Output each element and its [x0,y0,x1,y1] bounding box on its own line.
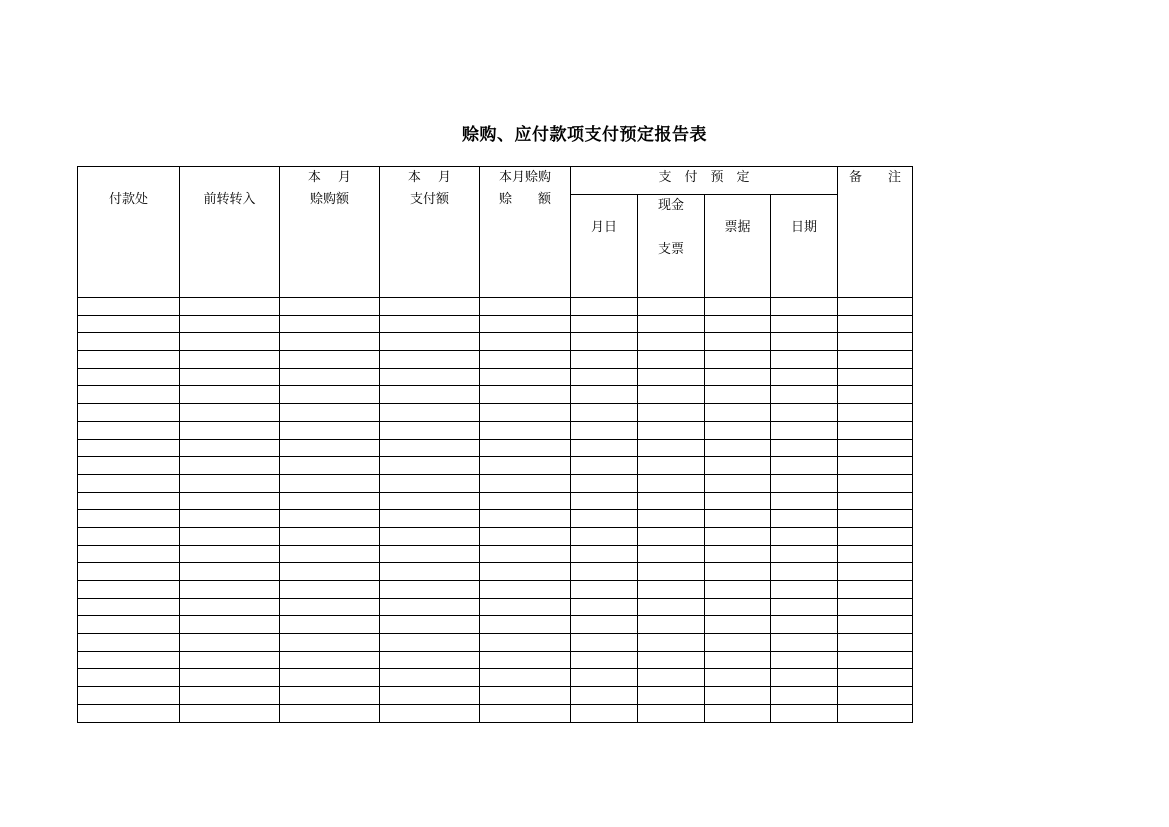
table-cell [638,333,705,351]
table-cell [571,368,638,386]
table-cell [638,492,705,510]
table-cell [78,421,180,439]
table-cell [480,704,571,722]
table-row [78,315,913,333]
table-cell [571,616,638,634]
table-cell [571,333,638,351]
table-cell [571,474,638,492]
table-row [78,510,913,528]
table-cell [638,598,705,616]
table-cell [638,510,705,528]
table-row [78,651,913,669]
table-cell [380,404,480,422]
table-cell [638,421,705,439]
table-cell [380,492,480,510]
table-cell [380,669,480,687]
table-cell [838,333,913,351]
table-cell [180,687,280,705]
table-cell [180,368,280,386]
header-line: 赊 额 [498,192,551,207]
header-payee: 付款处 [78,167,180,298]
table-cell [480,474,571,492]
table-cell [480,669,571,687]
header-month-payment [380,167,480,298]
table-cell [480,492,571,510]
table-cell [705,439,771,457]
table-cell [705,669,771,687]
table-cell [705,634,771,652]
table-cell [280,616,380,634]
table-row [78,527,913,545]
table-cell [771,315,838,333]
table-cell [838,510,913,528]
table-cell [380,616,480,634]
table-cell [771,386,838,404]
table-cell [78,616,180,634]
table-cell [480,527,571,545]
table-cell [638,669,705,687]
table-cell [771,527,838,545]
table-row [78,704,913,722]
table-cell [771,333,838,351]
table-cell [180,527,280,545]
header-line: 本 月 [407,170,452,185]
table-cell [638,474,705,492]
table-cell [78,545,180,563]
table-cell [480,386,571,404]
table-cell [78,298,180,316]
table-cell [638,634,705,652]
header-cash-check [638,194,705,297]
table-cell [771,298,838,316]
table-cell [280,510,380,528]
table-cell [380,457,480,475]
table-cell [705,457,771,475]
table-cell [705,474,771,492]
table-cell [180,351,280,369]
table-cell [480,315,571,333]
table-row [78,669,913,687]
table-cell [571,687,638,705]
table-row [78,421,913,439]
table-cell [180,545,280,563]
table-cell [380,351,480,369]
table-cell [571,439,638,457]
table-cell [571,404,638,422]
header-bill: 票据 [705,194,771,297]
table-cell [638,315,705,333]
table-cell [771,351,838,369]
table-cell [380,581,480,599]
table-cell [280,368,380,386]
table-row [78,351,913,369]
table-cell [380,651,480,669]
table-cell [380,333,480,351]
table-cell [571,298,638,316]
header-line: 本月赊购 [498,170,551,185]
table-cell [480,581,571,599]
table-cell [480,510,571,528]
table-cell [480,545,571,563]
table-cell [78,704,180,722]
table-cell [638,457,705,475]
header-month-day: 月日 [571,194,638,297]
table-cell [771,404,838,422]
table-cell [180,386,280,404]
table-cell [638,404,705,422]
table-cell [380,687,480,705]
table-cell [78,598,180,616]
table-cell [280,457,380,475]
table-cell [280,651,380,669]
table-cell [78,404,180,422]
table-cell [380,368,480,386]
table-cell [838,298,913,316]
table-cell [180,669,280,687]
table-cell [838,687,913,705]
table-cell [180,404,280,422]
table-cell [771,563,838,581]
table-cell [571,704,638,722]
header-date: 日期 [771,194,838,297]
table-cell [180,439,280,457]
table-cell [771,510,838,528]
table-cell [705,333,771,351]
table-cell [180,315,280,333]
table-cell [838,704,913,722]
table-row [78,563,913,581]
page-title [0,120,1169,145]
table-cell [571,386,638,404]
table-cell [705,651,771,669]
table-cell [838,439,913,457]
table-cell [78,634,180,652]
table-cell [638,386,705,404]
header-month-credit-purchase [280,167,380,298]
table-row [78,598,913,616]
table-cell [838,527,913,545]
table-cell [380,298,480,316]
table-cell [78,510,180,528]
table-cell [380,598,480,616]
table-cell [180,563,280,581]
table-cell [78,492,180,510]
table-cell [771,687,838,705]
table-cell [838,545,913,563]
table-row [78,581,913,599]
table-cell [705,351,771,369]
table-cell [638,704,705,722]
table-cell [838,315,913,333]
table-cell [280,687,380,705]
table-cell [280,634,380,652]
table-cell [705,315,771,333]
table-cell [771,474,838,492]
title-text: 赊购、应付款项支付预定报告表 [462,125,707,145]
table-cell [571,545,638,563]
table-cell [380,439,480,457]
table-cell [280,598,380,616]
table-row [78,457,913,475]
table-cell [638,298,705,316]
table-cell [838,598,913,616]
table-cell [480,421,571,439]
table-cell [571,651,638,669]
table-cell [771,634,838,652]
table-row [78,687,913,705]
table-cell [771,545,838,563]
table-cell [571,563,638,581]
table-cell [480,616,571,634]
table-cell [78,563,180,581]
table-cell [480,404,571,422]
table-cell [280,492,380,510]
table-cell [638,687,705,705]
table-row [78,545,913,563]
table-cell [705,404,771,422]
table-cell [480,368,571,386]
table-cell [838,386,913,404]
table-cell [78,351,180,369]
table-cell [78,474,180,492]
table-cell [180,298,280,316]
table-cell [771,421,838,439]
header-line: 支付额 [409,192,449,207]
table-cell [280,315,380,333]
table-row [78,333,913,351]
table-cell [380,527,480,545]
table-cell [78,687,180,705]
table-row [78,474,913,492]
table-cell [180,634,280,652]
table-cell [280,581,380,599]
table-cell [838,474,913,492]
table-cell [380,510,480,528]
table-cell [180,581,280,599]
table-cell [78,333,180,351]
table-cell [480,634,571,652]
table-cell [380,386,480,404]
header-carried-forward: 前转转入 [180,167,280,298]
header-line: 赊购额 [309,192,349,207]
table-cell [571,634,638,652]
header-payment-schedule: 支 付 预 定 [571,167,838,195]
table-cell [838,421,913,439]
table-cell [771,581,838,599]
table-cell [838,581,913,599]
table-cell [380,704,480,722]
table-cell [838,368,913,386]
table-cell [771,368,838,386]
table-cell [78,669,180,687]
table-cell [771,492,838,510]
table-cell [180,651,280,669]
table-cell [180,492,280,510]
table-cell [705,368,771,386]
table-cell [838,616,913,634]
table-cell [180,457,280,475]
table-cell [838,563,913,581]
table-row [78,386,913,404]
table-cell [838,492,913,510]
table-cell [571,510,638,528]
table-cell [705,492,771,510]
table-cell [838,457,913,475]
table-cell [380,545,480,563]
table-cell [771,439,838,457]
table-cell [480,439,571,457]
table-cell [78,457,180,475]
table-cell [78,527,180,545]
table-row [78,492,913,510]
table-cell [638,368,705,386]
table-cell [638,545,705,563]
table-cell [705,386,771,404]
table-cell [638,439,705,457]
table-cell [280,298,380,316]
table-cell [771,669,838,687]
table-cell [180,333,280,351]
table-cell [480,333,571,351]
table-cell [571,492,638,510]
table-cell [380,315,480,333]
table-row [78,368,913,386]
table-cell [78,368,180,386]
table-cell [705,598,771,616]
table-cell [280,404,380,422]
table-cell [78,581,180,599]
table-cell [280,439,380,457]
table-cell [180,421,280,439]
table-cell [771,616,838,634]
table-cell [705,545,771,563]
table-row [78,634,913,652]
table-cell [280,545,380,563]
table-cell [480,598,571,616]
table-cell [280,669,380,687]
table-cell [705,616,771,634]
header-line: 本 月 [307,170,352,185]
table-cell [480,687,571,705]
table-cell [280,474,380,492]
header-month-credit-balance [480,167,571,298]
header-line: 现金 [657,197,684,213]
table-cell [638,527,705,545]
table-cell [78,315,180,333]
table-cell [771,598,838,616]
table-row [78,616,913,634]
table-cell [280,351,380,369]
table-cell [771,704,838,722]
header-remarks: 备 注 [838,167,913,298]
table-cell [705,510,771,528]
table-cell [638,616,705,634]
table-cell [705,421,771,439]
table-cell [838,404,913,422]
table-cell [571,598,638,616]
table-cell [480,351,571,369]
table-cell [571,457,638,475]
table-cell [480,457,571,475]
table-cell [78,439,180,457]
table-cell [638,651,705,669]
table-cell [280,527,380,545]
table-cell [638,563,705,581]
table-cell [280,704,380,722]
report-table [77,166,913,723]
table-cell [838,669,913,687]
table-cell [380,563,480,581]
table-cell [705,704,771,722]
table-cell [571,581,638,599]
table-cell [180,510,280,528]
table-cell [280,563,380,581]
table-cell [78,386,180,404]
table-cell [180,474,280,492]
table-cell [280,333,380,351]
table-cell [380,474,480,492]
table-cell [771,457,838,475]
table-cell [705,527,771,545]
table-cell [705,298,771,316]
table-cell [380,634,480,652]
table-cell [280,386,380,404]
table-row [78,439,913,457]
table-cell [571,315,638,333]
table-cell [280,421,380,439]
table-cell [638,351,705,369]
table-cell [380,421,480,439]
table-cell [78,651,180,669]
table-cell [705,581,771,599]
header-line: 支票 [657,241,684,257]
table-cell [705,687,771,705]
table-cell [771,651,838,669]
table-cell [480,651,571,669]
table-cell [838,351,913,369]
table-cell [838,634,913,652]
table-cell [480,298,571,316]
table-cell [180,598,280,616]
table-cell [571,421,638,439]
table-cell [705,563,771,581]
table-cell [571,527,638,545]
table-cell [571,669,638,687]
table-row [78,298,913,316]
table-cell [571,351,638,369]
table-row [78,404,913,422]
table-cell [180,704,280,722]
table-cell [638,581,705,599]
table-cell [180,616,280,634]
table-cell [480,563,571,581]
table-cell [838,651,913,669]
